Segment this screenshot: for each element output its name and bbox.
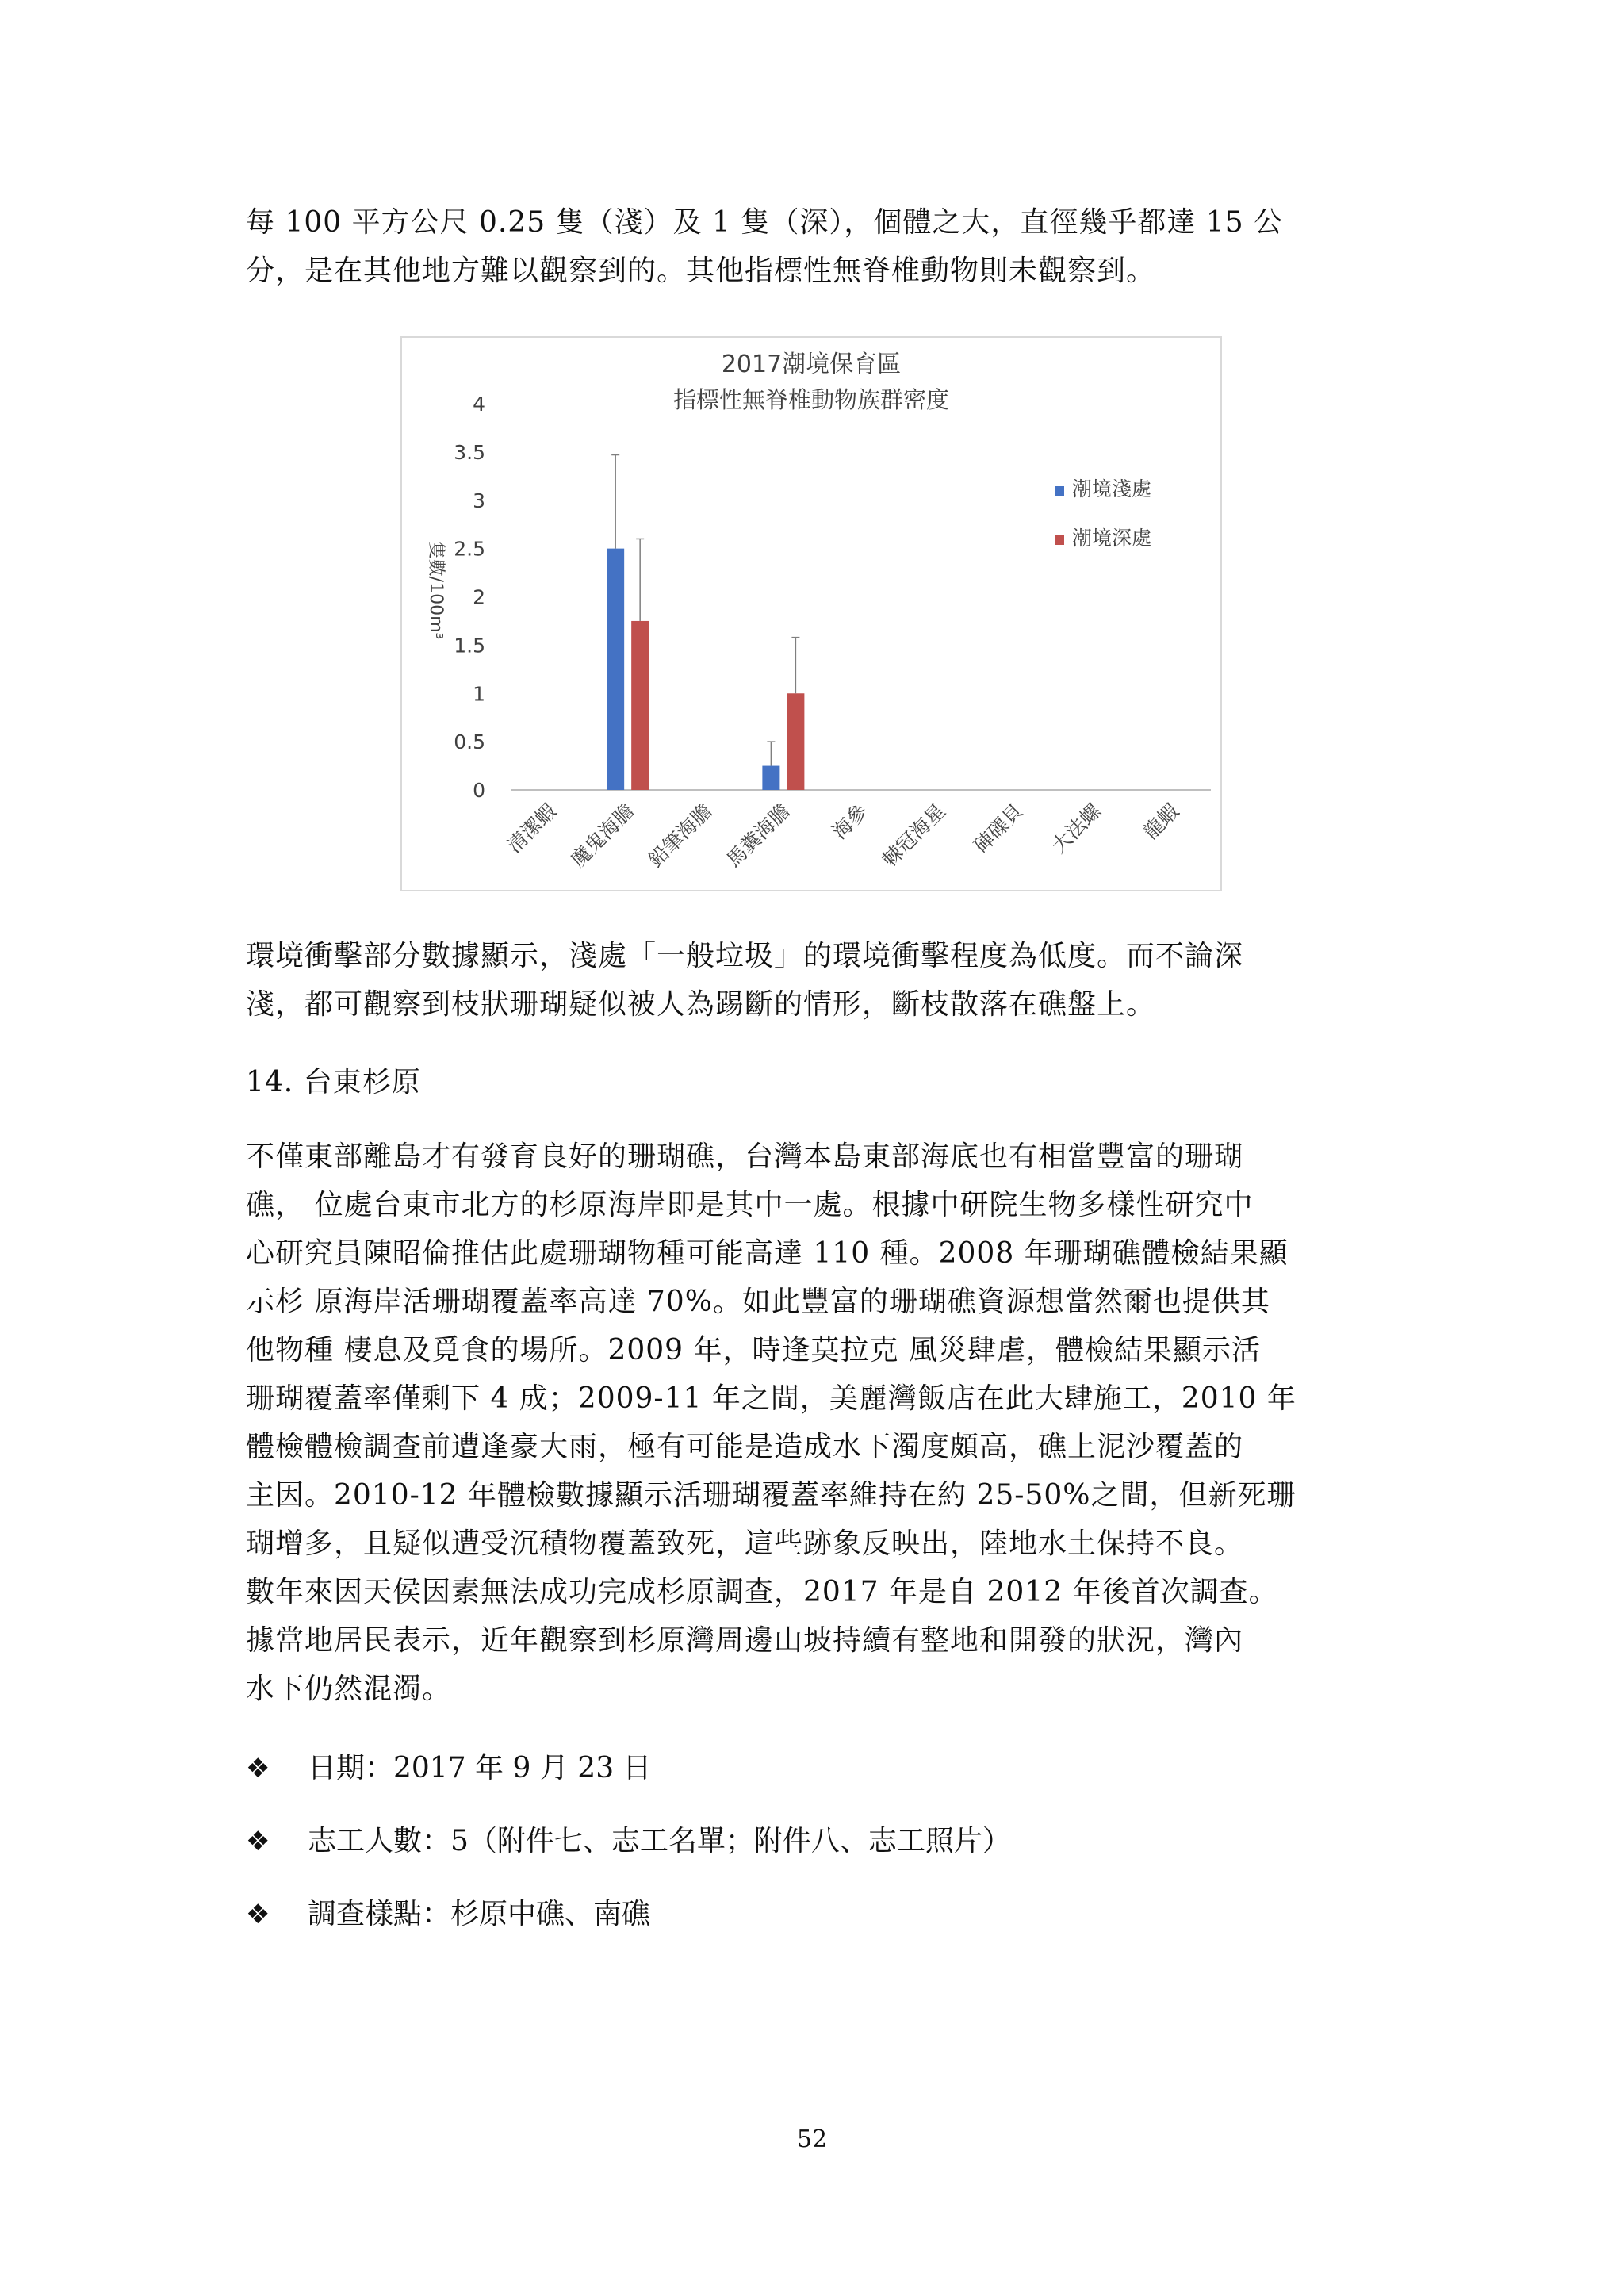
x-category-label: 清潔蝦 bbox=[502, 799, 561, 858]
intro-line-1: 每 100 平方公尺 0.25 隻（淺）及 1 隻（深），個體之大，直徑幾乎都達 15 公 bbox=[246, 206, 1284, 239]
chart-title-line: 2017潮境保育區 bbox=[721, 351, 902, 378]
diamond-bullet-icon: ❖ bbox=[246, 1899, 270, 1930]
body-line: 據當地居民表示，近年觀察到杉原灣周邊山坡持續有整地和開發的狀況，灣內 bbox=[246, 1624, 1244, 1657]
diamond-bullet-icon: ❖ bbox=[246, 1753, 270, 1784]
x-category-label: 魔鬼海膽 bbox=[566, 799, 639, 872]
body-line: 主因。2010-12 年體檢數據顯示活珊瑚覆蓋率維持在約 25-50%之間，但新死珊 bbox=[246, 1479, 1297, 1512]
y-tick-label: 1.5 bbox=[454, 634, 485, 657]
body-line: 珊瑚覆蓋率僅剩下 4 成；2009-11 年之間，美麗灣飯店在此大肆施工，2010 年 bbox=[246, 1382, 1297, 1415]
bar-shallow bbox=[607, 549, 624, 790]
bullet-date-text: 日期：2017 年 9 月 23 日 bbox=[308, 1752, 652, 1784]
x-category-label: 棘冠海星 bbox=[877, 799, 950, 872]
body-line: 不僅東部離島才有發育良好的珊瑚礁，台灣本島東部海底也有相當豐富的珊瑚 bbox=[246, 1140, 1244, 1173]
y-axis-label: 隻數/100m³ bbox=[426, 541, 446, 640]
impact-line-1: 環境衝擊部分數據顯示，淺處「一般垃圾」的環境衝擊程度為低度。而不論深 bbox=[246, 940, 1244, 972]
y-tick-label: 2 bbox=[473, 585, 485, 609]
legend-swatch bbox=[1055, 535, 1064, 545]
x-category-label: 大法螺 bbox=[1047, 799, 1106, 858]
x-category-label: 龍蝦 bbox=[1139, 799, 1184, 844]
x-category-label: 硨磲貝 bbox=[969, 799, 1028, 858]
body-line: 示杉 原海岸活珊瑚覆蓋率高達 70%。如此豐富的珊瑚礁資源想當然爾也提供其 bbox=[246, 1286, 1270, 1318]
intro-paragraph bbox=[246, 198, 1372, 295]
y-tick-label: 2.5 bbox=[454, 537, 485, 561]
y-tick-label: 3 bbox=[473, 489, 485, 512]
section-heading-text: 14. 台東杉原 bbox=[246, 1066, 421, 1098]
impact-line-2: 淺，都可觀察到枝狀珊瑚疑似被人為踢斷的情形，斷枝散落在礁盤上。 bbox=[246, 988, 1156, 1021]
legend-label: 潮境淺處 bbox=[1072, 477, 1152, 500]
legend-swatch bbox=[1055, 486, 1064, 496]
x-category-label: 馬糞海膽 bbox=[722, 799, 795, 872]
bullet-volunteers bbox=[246, 1822, 1011, 1861]
body-line: 瑚增多，且疑似遭受沉積物覆蓋致死，這些跡象反映出，陸地水土保持不良。 bbox=[246, 1527, 1244, 1560]
chart-title-line: 指標性無脊椎動物族群密度 bbox=[672, 386, 950, 413]
body-line: 體檢體檢調查前遭逢豪大雨，極有可能是造成水下濁度頗高，礁上泥沙覆蓋的 bbox=[246, 1431, 1244, 1463]
page-number: 52 bbox=[796, 2125, 828, 2153]
body-line: 水下仍然混濁。 bbox=[246, 1673, 452, 1705]
x-category-label: 海參 bbox=[827, 799, 872, 844]
x-category-label: 鉛筆海膽 bbox=[644, 799, 717, 872]
body-line: 礁， 位處台東市北方的杉原海岸即是其中一處。根據中研院生物多樣性研究中 bbox=[246, 1189, 1254, 1221]
body-line: 他物種 棲息及覓食的場所。2009 年，時逢莫拉克 風災肆虐，體檢結果顯示活 bbox=[246, 1334, 1261, 1366]
body-line: 數年來因天侯因素無法成功完成杉原調查，2017 年是自 2012 年後首次調查。 bbox=[246, 1576, 1278, 1608]
y-tick-label: 4 bbox=[473, 393, 485, 416]
body-paragraph bbox=[246, 1133, 1372, 1713]
y-tick-label: 3.5 bbox=[454, 440, 485, 464]
bar-deep bbox=[787, 693, 804, 790]
bullet-sites bbox=[246, 1895, 650, 1934]
y-tick-label: 1 bbox=[473, 682, 485, 706]
bar-deep bbox=[631, 621, 649, 790]
bullet-date bbox=[246, 1749, 652, 1788]
diamond-bullet-icon: ❖ bbox=[246, 1826, 270, 1857]
density-chart bbox=[400, 336, 1222, 891]
y-tick-label: 0 bbox=[473, 779, 485, 802]
legend-label: 潮境深處 bbox=[1072, 527, 1152, 550]
impact-paragraph bbox=[246, 932, 1372, 1029]
body-line: 心研究員陳昭倫推估此處珊瑚物種可能高達 110 種。2008 年珊瑚礁體檢結果顯 bbox=[246, 1237, 1289, 1270]
chart-canvas bbox=[402, 338, 1220, 890]
section-heading bbox=[246, 1058, 1372, 1106]
intro-line-2: 分，是在其他地方難以觀察到的。其他指標性無脊椎動物則未觀察到。 bbox=[246, 255, 1156, 287]
bullet-volunteers-text: 志工人數：5（附件七、志工名單；附件八、志工照片） bbox=[308, 1825, 1011, 1857]
bar-shallow bbox=[762, 766, 779, 790]
bullet-sites-text: 調查樣點：杉原中礁、南礁 bbox=[308, 1898, 651, 1930]
y-tick-label: 0.5 bbox=[454, 730, 485, 754]
